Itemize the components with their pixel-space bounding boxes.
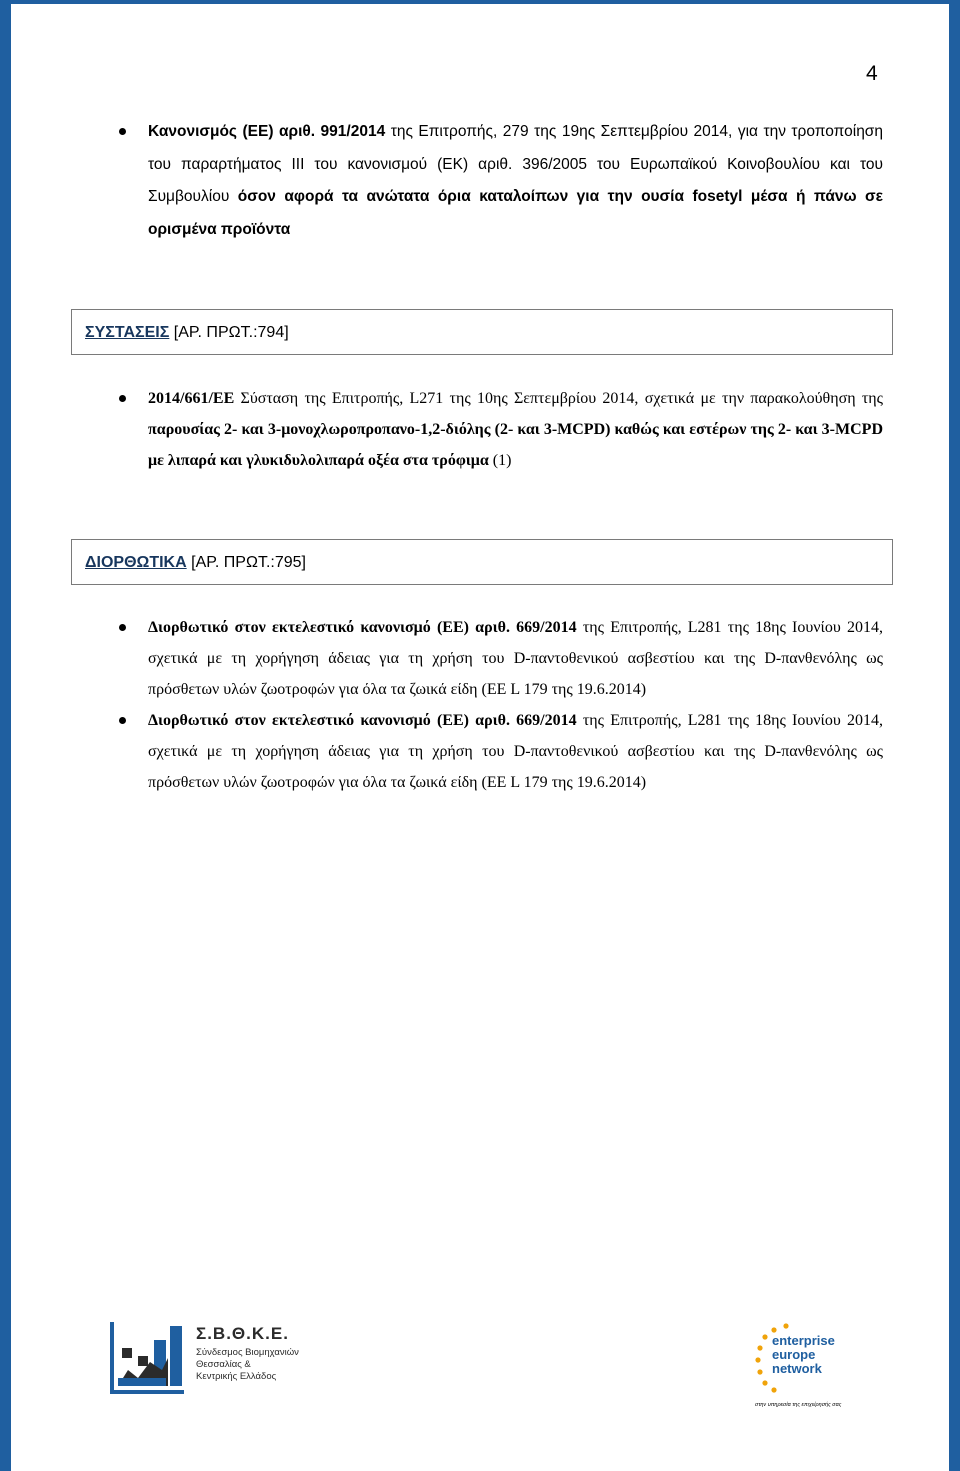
page-border-left (0, 0, 11, 1471)
corrigendum-title: Διορθωτικό στον εκτελεστικό κανονισμό (ΕΕ) αριθ. 669/2014 (148, 712, 577, 729)
recommendation-subject: παρουσίας 2- και 3-μονοχλωροπροπανο-1,2-διόλης (2- και 3-MCPD) καθώς και εστέρων της 2- και 3-MCPD με λιπαρά και γλυκιδυλολιπαρά οξέα στα τρόφιμα (148, 421, 883, 469)
sbvke-logo (108, 1318, 318, 1402)
een-line: enterprise (772, 1333, 835, 1348)
sbvke-text (196, 1324, 299, 1383)
een-wordmark (772, 1334, 835, 1376)
section-ref: [ΑΡ. ΠΡΩΤ.:795] (186, 554, 306, 571)
sbvke-logo-icon (108, 1318, 188, 1398)
recommendation-note: (1) (488, 452, 512, 469)
page-number: 4 (866, 62, 878, 85)
corrigendum-text: της Επιτροπής, L281 της 18ης Ιουνίου 2014, σχετικά με τη χορήγηση άδειας για τη χρήση του D-παντοθενικού ασβεστίου και της D-πανθενόλης ως πρόσθετων υλών ζωοτροφών για όλα τα ζωικά είδη (ΕΕ L 179 της 19.6.2014) (148, 712, 883, 791)
een-line: europe (772, 1347, 816, 1362)
regulation-text: της Επιτροπής, 279 της 19ης Σεπτεμβρίου 2014, για την τροποποίηση του παραρτήματος III του κανονισμού (ΕΚ) αριθ. 396/2005 του Ευρωπαϊκού Κοινοβουλίου και του Συμβουλίου (148, 123, 883, 205)
section-title: ΣΥΣΤΑΣΕΙΣ (85, 324, 170, 341)
section-header-recommendations (71, 309, 893, 355)
section-title: ΔΙΟΡΘΩΤΙΚΑ (85, 554, 187, 571)
regulation-title: Κανονισμός (ΕΕ) αριθ. 991/2014 (148, 123, 386, 140)
page-border-top (0, 0, 960, 4)
page-border-right (949, 0, 960, 1471)
list-item (148, 612, 883, 705)
een-tagline: στην υπηρεσία της επιχείρησής σας (755, 1402, 842, 1408)
regulation-subject: όσον αφορά τα ανώτατα όρια καταλοίπων για την ουσία fosetyl μέσα ή πάνω σε ορισμένα προϊόντα (148, 188, 883, 238)
corrigendum-text: της Επιτροπής, L281 της 18ης Ιουνίου 2014, σχετικά με τη χορήγηση άδειας για τη χρήση του D-παντοθενικού ασβεστίου και της D-πανθενόλης ως πρόσθετων υλών ζωοτροφών για όλα τα ζωικά είδη (ΕΕ L 179 της 19.6.2014) (148, 619, 883, 698)
sbvke-line: Κεντρικής Ελλάδος (196, 1371, 277, 1382)
sbvke-line: Σύνδεσμος Βιομηχανιών (196, 1347, 299, 1358)
section-ref: [ΑΡ. ΠΡΩΤ.:794] (169, 324, 289, 341)
section-header-corrigenda (71, 539, 893, 585)
een-line: network (772, 1361, 822, 1376)
corrigendum-title: Διορθωτικό στον εκτελεστικό κανονισμό (ΕΕ) αριθ. 669/2014 (148, 619, 577, 636)
sbvke-title: Σ.Β.Θ.Κ.Ε. (196, 1324, 289, 1343)
recommendation-text: Σύσταση της Επιτροπής, L271 της 10ης Σεπτεμβρίου 2014, σχετικά με την παρακολούθηση της (234, 390, 883, 407)
list-item (148, 383, 883, 476)
een-logo (752, 1320, 844, 1414)
list-item (148, 705, 883, 798)
recommendation-id: 2014/661/ΕΕ (148, 390, 235, 407)
sbvke-line: Θεσσαλίας & (196, 1359, 251, 1370)
list-item (148, 116, 883, 246)
